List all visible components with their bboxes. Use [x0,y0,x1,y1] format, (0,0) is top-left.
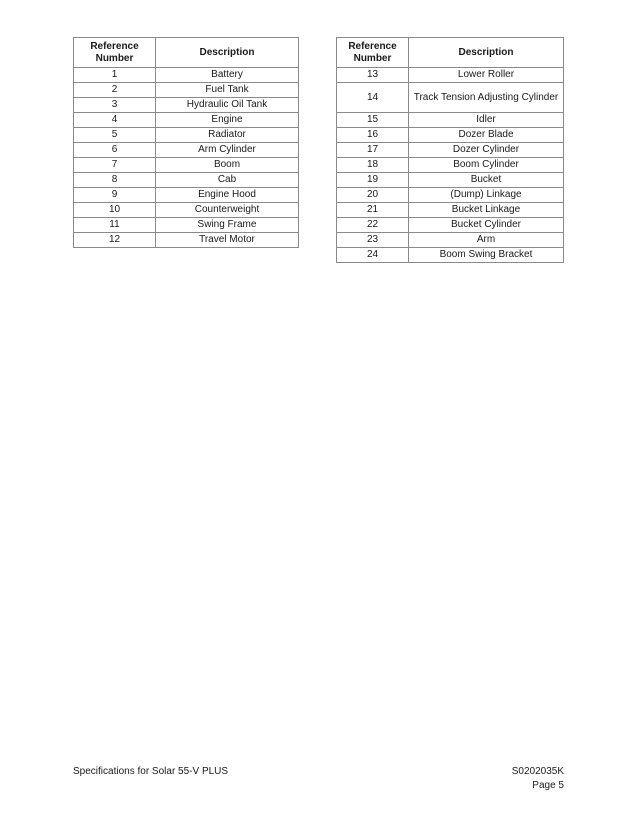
description-cell: Dozer Cylinder [409,143,564,158]
reference-number-cell: 10 [74,203,156,218]
reference-number-cell: 20 [337,188,409,203]
table-header-row [337,38,564,68]
table-row [74,158,299,173]
description-cell: Fuel Tank [156,83,299,98]
reference-number-cell: 13 [337,68,409,83]
description-cell: Dozer Blade [409,128,564,143]
table-row [74,113,299,128]
reference-number-cell: 2 [74,83,156,98]
reference-number-cell: 7 [74,158,156,173]
table-row [337,218,564,233]
description-cell: Bucket Linkage [409,203,564,218]
reference-number-cell: 18 [337,158,409,173]
description-cell: Cab [156,173,299,188]
table-row [337,83,564,113]
table-row [74,83,299,98]
table-row [74,143,299,158]
description-header: Description [409,38,564,68]
reference-number-cell: 12 [74,233,156,248]
description-cell: Arm Cylinder [156,143,299,158]
table-row [337,128,564,143]
table-row [337,233,564,248]
table-row [74,218,299,233]
description-cell: Battery [156,68,299,83]
table-header-row [74,38,299,68]
reference-number-cell: 3 [74,98,156,113]
table-row [337,188,564,203]
description-cell: Radiator [156,128,299,143]
table-row [337,158,564,173]
description-cell: Boom [156,158,299,173]
reference-number-cell: 15 [337,113,409,128]
reference-table-left [73,37,299,248]
table-row [337,143,564,158]
reference-number-cell: 6 [74,143,156,158]
table-row [74,173,299,188]
description-cell: Engine Hood [156,188,299,203]
description-cell: Counterweight [156,203,299,218]
table-row [74,188,299,203]
table-row [337,173,564,188]
footer-document-title: Specifications for Solar 55-V PLUS [73,766,229,777]
description-cell: Track Tension Adjusting Cylinder [409,83,564,113]
description-cell: Bucket Cylinder [409,218,564,233]
description-cell: Idler [409,113,564,128]
reference-number-cell: 9 [74,188,156,203]
reference-number-cell: 1 [74,68,156,83]
footer-page-info [512,765,564,793]
description-cell: Swing Frame [156,218,299,233]
reference-number-cell: 4 [74,113,156,128]
footer-document-number: S0202035K [511,766,564,777]
description-cell: Boom Cylinder [409,158,564,173]
table-row [74,98,299,113]
description-cell: Bucket [409,173,564,188]
description-cell: Engine [156,113,299,128]
table-row [337,68,564,83]
description-cell: (Dump) Linkage [409,188,564,203]
reference-number-cell: 21 [337,203,409,218]
description-cell: Hydraulic Oil Tank [156,98,299,113]
reference-number-cell: 8 [74,173,156,188]
table-row [74,203,299,218]
table-row [337,248,564,263]
table-row [74,233,299,248]
table-row [74,68,299,83]
description-cell: Boom Swing Bracket [409,248,564,263]
description-cell: Arm [409,233,564,248]
table-row [337,113,564,128]
description-cell: Lower Roller [409,68,564,83]
reference-number-cell: 24 [337,248,409,263]
reference-number-cell: 22 [337,218,409,233]
reference-number-cell: 14 [337,83,409,113]
table-row [74,128,299,143]
description-header: Description [156,38,299,68]
table-row [337,203,564,218]
reference-table-right [336,37,564,263]
reference-number-cell: 17 [337,143,409,158]
footer-page-number: Page 5 [532,780,564,791]
reference-number-header: Reference Number [337,38,409,68]
reference-number-cell: 5 [74,128,156,143]
reference-number-cell: 16 [337,128,409,143]
reference-number-cell: 23 [337,233,409,248]
reference-number-cell: 11 [74,218,156,233]
reference-number-header: Reference Number [74,38,156,68]
reference-number-cell: 19 [337,173,409,188]
description-cell: Travel Motor [156,233,299,248]
